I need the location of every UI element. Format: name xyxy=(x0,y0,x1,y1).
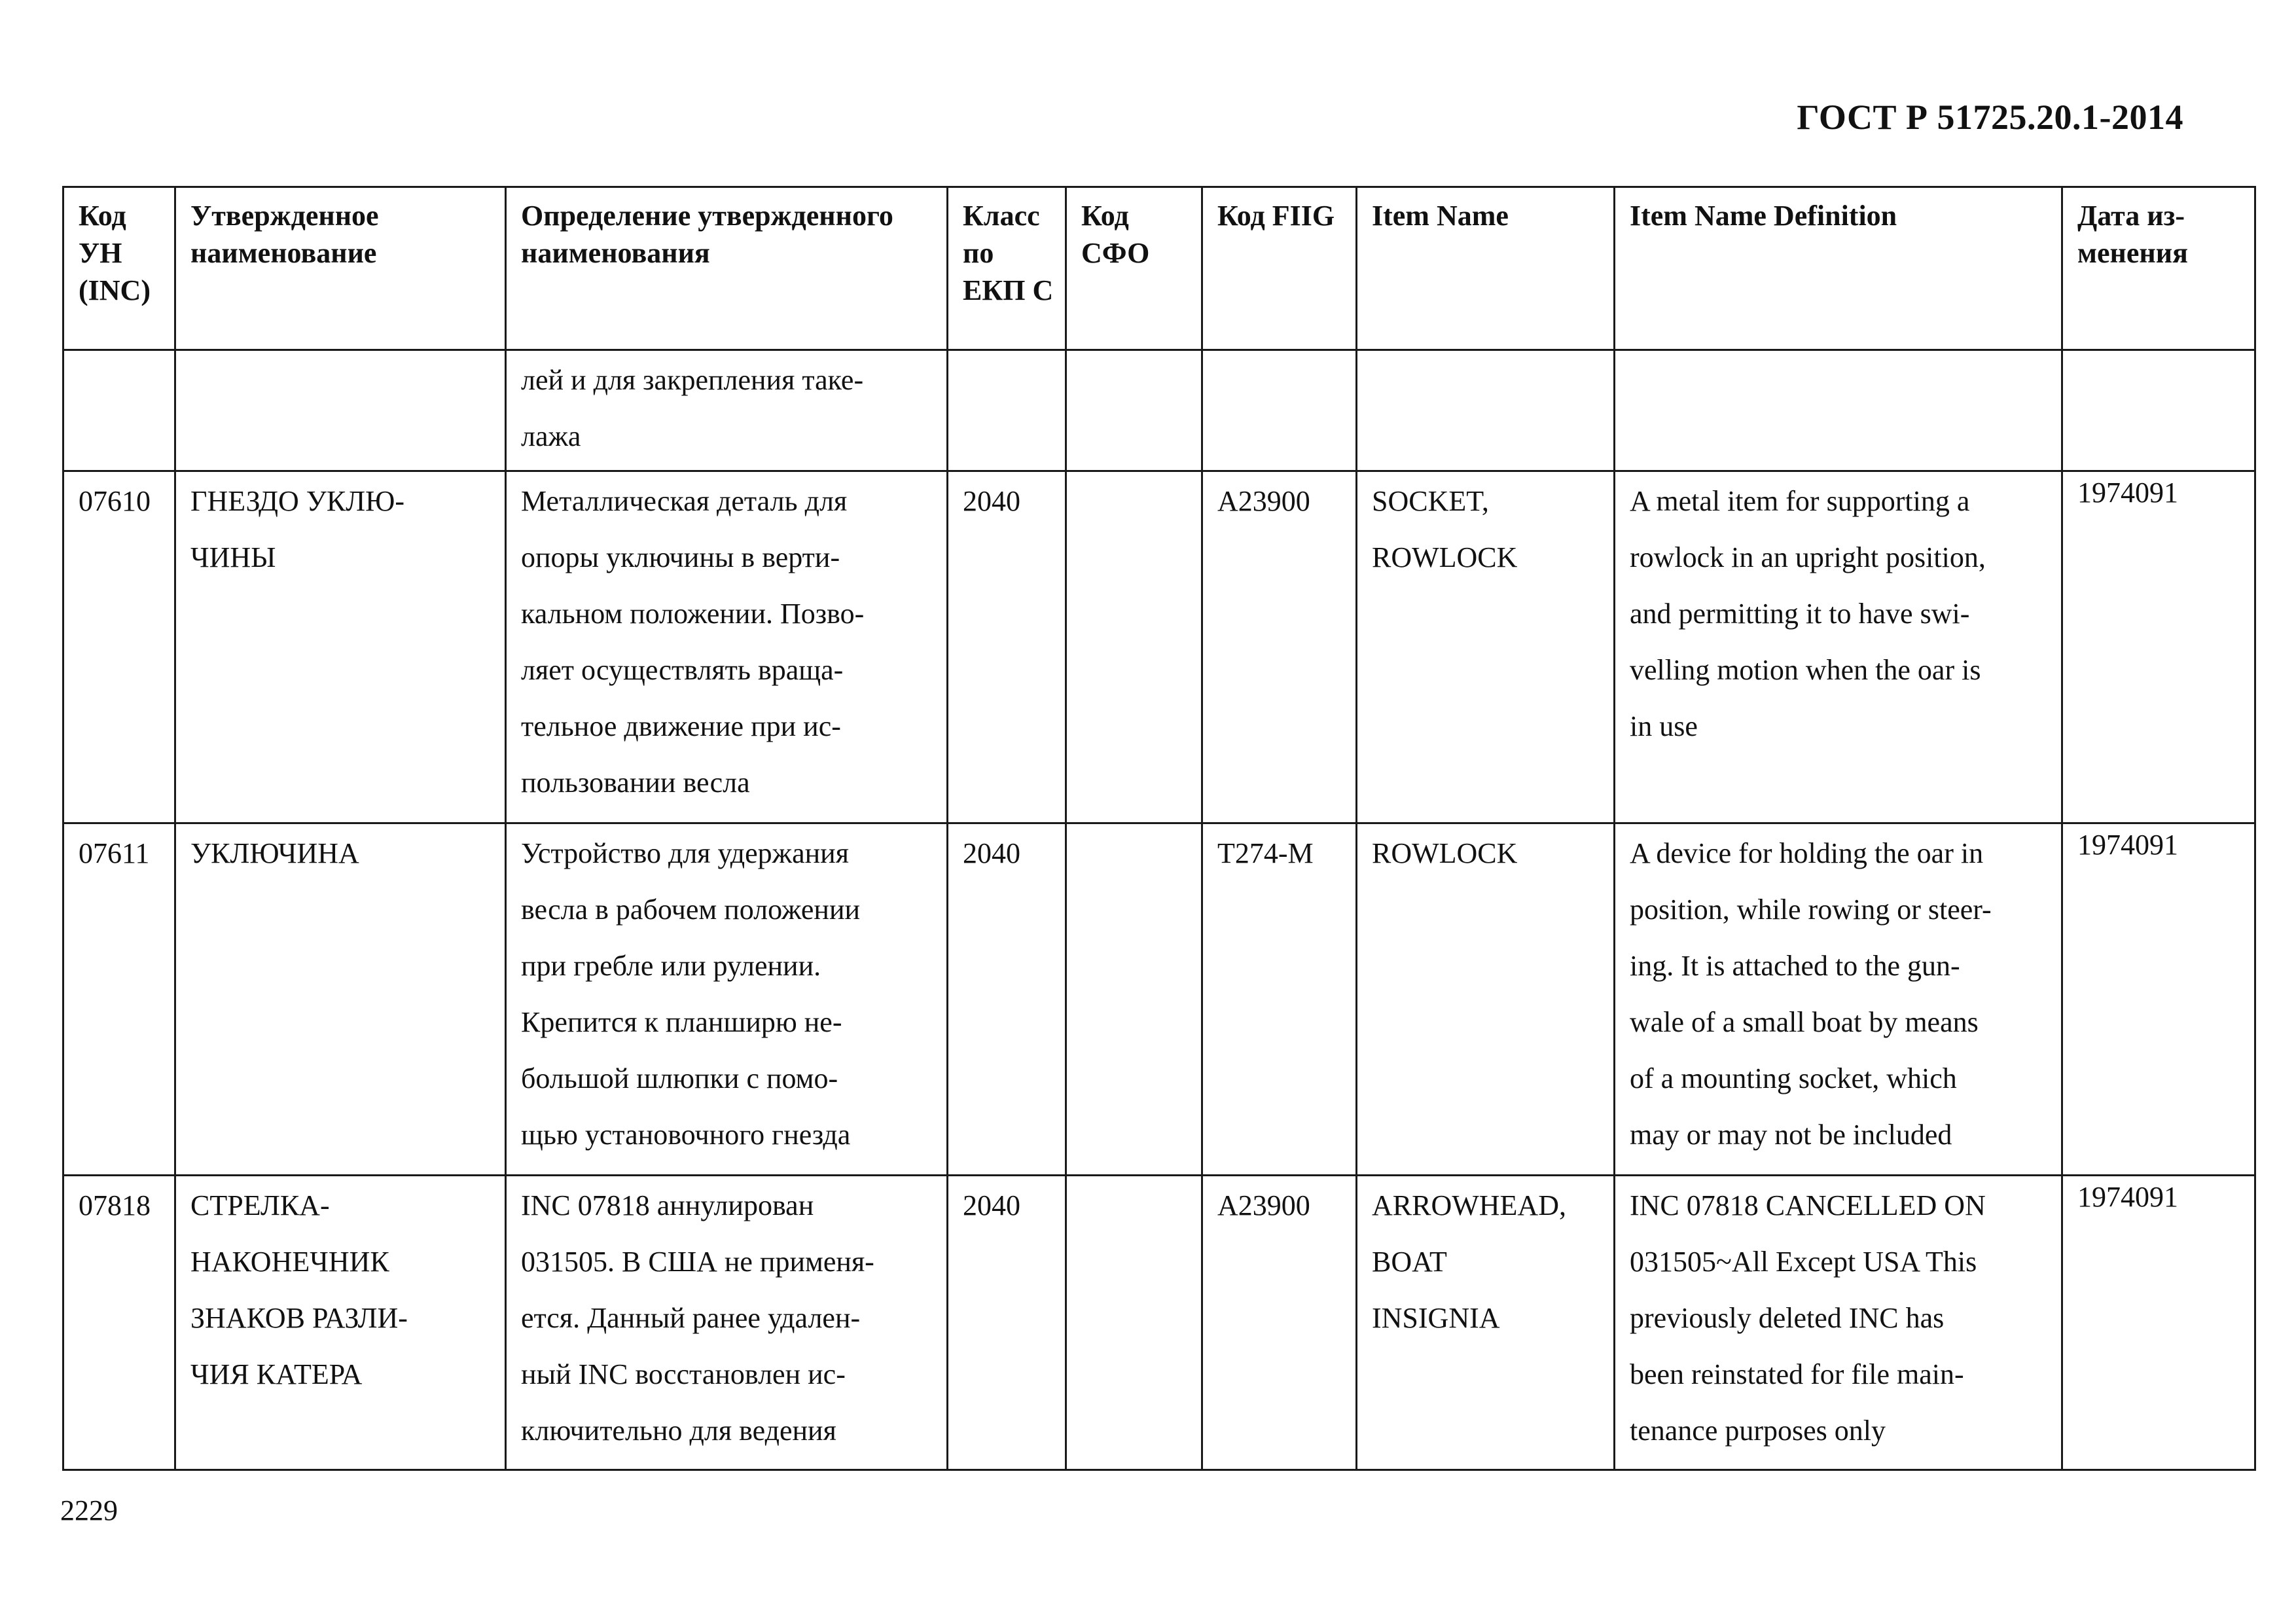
cell-item-name-definition: INC 07818 CANCELLED ON 031505~All Except USA This previously deleted INC has been reinstated for file main- tenance purposes only xyxy=(1615,1176,2062,1470)
cell-item-name-definition xyxy=(1615,350,2062,471)
cell-inc: 07818 xyxy=(63,1176,175,1470)
cell-fiig xyxy=(1202,350,1357,471)
table-row xyxy=(63,823,2255,1176)
cell-change-date: 1974091 xyxy=(2062,823,2255,1176)
cell-approved-name: СТРЕЛКА- НАКОНЕЧНИК ЗНАКОВ РАЗЛИ- ЧИЯ КАТЕРА xyxy=(175,1176,506,1470)
cell-inc: 07610 xyxy=(63,471,175,823)
col-header-sfo: Код СФО xyxy=(1066,187,1202,350)
cell-item-name: ARROWHEAD, BOAT INSIGNIA xyxy=(1357,1176,1615,1470)
table-row xyxy=(63,1176,2255,1470)
cell-definition: INC 07818 аннулирован 031505. В США не применя- ется. Данный ранее удален- ный INC восстановлен ис- ключительно для ведения xyxy=(506,1176,948,1470)
cell-item-name: ROWLOCK xyxy=(1357,823,1615,1176)
cell-class xyxy=(948,350,1066,471)
col-header-item-name-definition: Item Name Definition xyxy=(1615,187,2062,350)
cell-change-date: 1974091 xyxy=(2062,471,2255,823)
col-header-change-date: Дата из- менения xyxy=(2062,187,2255,350)
cell-inc xyxy=(63,350,175,471)
col-header-fiig: Код FIIG xyxy=(1202,187,1357,350)
col-header-definition: Определение утвержденного наименования xyxy=(506,187,948,350)
cell-sfo xyxy=(1066,471,1202,823)
cell-definition: Металлическая деталь для опоры уключины в верти- кальном положении. Позво- ляет осуществлять враща- тельное движение при ис- пользовании весла xyxy=(506,471,948,823)
cell-class: 2040 xyxy=(948,471,1066,823)
cell-inc: 07611 xyxy=(63,823,175,1176)
cell-sfo xyxy=(1066,350,1202,471)
page-number: 2229 xyxy=(60,1494,118,1526)
cell-class: 2040 xyxy=(948,1176,1066,1470)
inc-register-table xyxy=(62,186,2256,1471)
cell-item-name-definition: A metal item for supporting a rowlock in an upright position, and permitting it to have swi- velling motion when the oar is in use xyxy=(1615,471,2062,823)
cell-definition: Устройство для удержания весла в рабочем положении при гребле или рулении. Крепится к планширю не- большой шлюпки с помо- щью установочного гнезда xyxy=(506,823,948,1176)
col-header-inc: Код УН (INC) xyxy=(63,187,175,350)
cell-sfo xyxy=(1066,1176,1202,1470)
table-row-continuation xyxy=(63,350,2255,471)
cell-approved-name: УКЛЮЧИНА xyxy=(175,823,506,1176)
table-row xyxy=(63,471,2255,823)
cell-fiig: A23900 xyxy=(1202,471,1357,823)
cell-change-date: 1974091 xyxy=(2062,1176,2255,1470)
document-title: ГОСТ Р 51725.20.1-2014 xyxy=(1797,98,2183,137)
cell-approved-name xyxy=(175,350,506,471)
cell-change-date xyxy=(2062,350,2255,471)
col-header-approved-name: Утвержденное наименование xyxy=(175,187,506,350)
col-header-item-name: Item Name xyxy=(1357,187,1615,350)
cell-item-name-definition: A device for holding the oar in position, while rowing or steer- ing. It is attached to the gun- wale of a small boat by means of a mounting socket, which may or may not be included xyxy=(1615,823,2062,1176)
col-header-class: Класс по ЕКП С xyxy=(948,187,1066,350)
cell-fiig: A23900 xyxy=(1202,1176,1357,1470)
cell-item-name: SOCKET, ROWLOCK xyxy=(1357,471,1615,823)
cell-sfo xyxy=(1066,823,1202,1176)
cell-definition: лей и для закрепления таке- лажа xyxy=(506,350,948,471)
cell-fiig: T274-M xyxy=(1202,823,1357,1176)
cell-class: 2040 xyxy=(948,823,1066,1176)
cell-item-name xyxy=(1357,350,1615,471)
table-header-row xyxy=(63,187,2255,350)
cell-approved-name: ГНЕЗДО УКЛЮ- ЧИНЫ xyxy=(175,471,506,823)
